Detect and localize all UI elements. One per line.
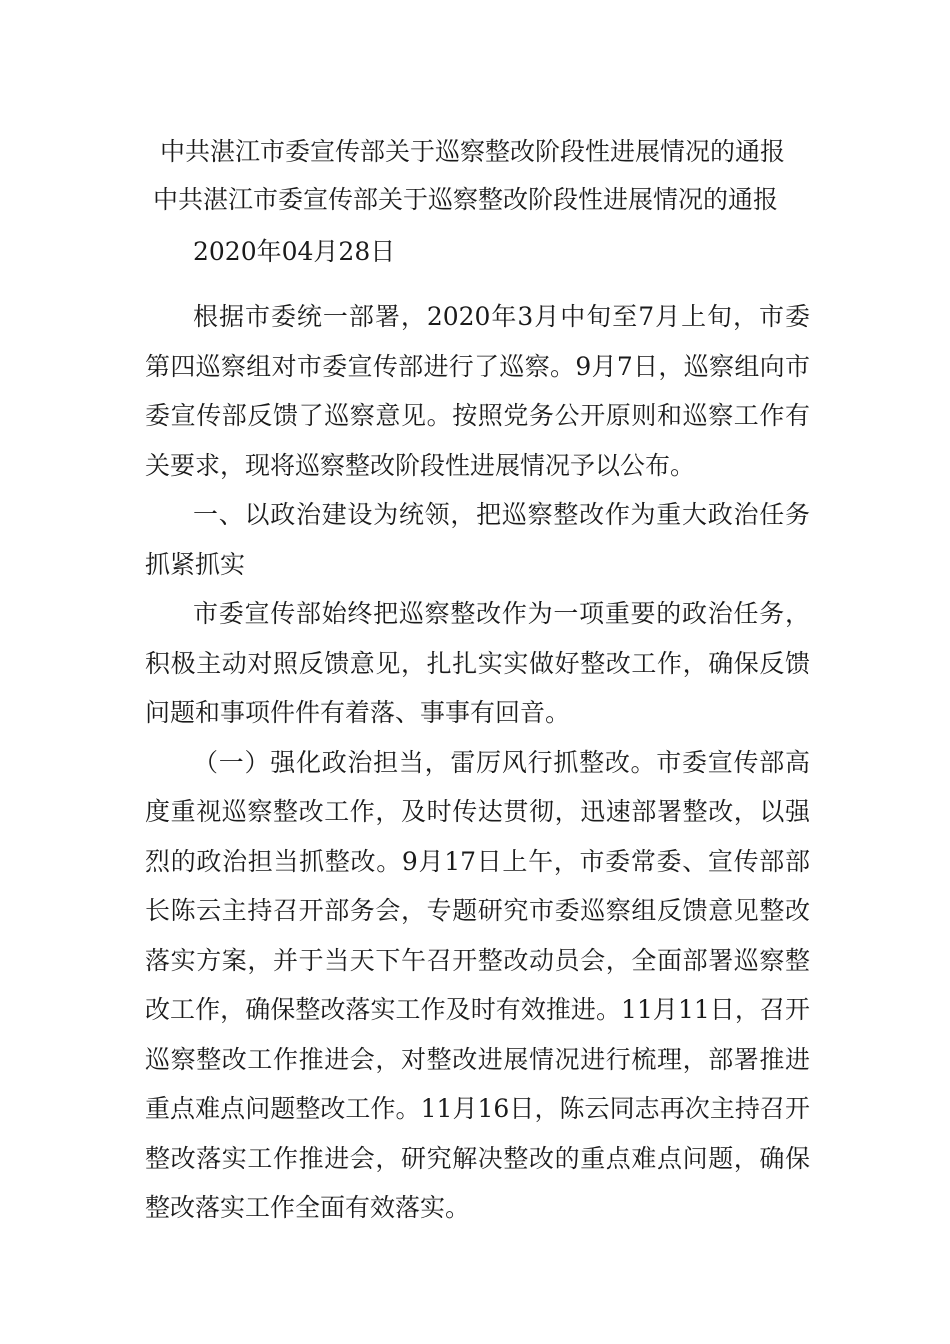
document-date: 2020年04月28日 — [193, 237, 396, 266]
document-title-repeat: 中共湛江市委宣传部关于巡察整改阶段性进展情况的通报 — [153, 185, 779, 214]
document-title: 中共湛江市委宣传部关于巡察整改阶段性进展情况的通报 — [160, 137, 786, 166]
paragraph-section-1: 市委宣传部始终把巡察整改作为一项重要的政治任务，积极主动对照反馈意见，扎扎实实做好整改工作，确保反馈问题和事项件件有着落、事事有回音。 — [145, 599, 810, 727]
paragraph-intro: 根据市委统一部署，2020年3月中旬至7月上旬，市委第四巡察组对市委宣传部进行了巡察。9月7日，巡察组向市委宣传部反馈了巡察意见。按照党务公开原则和巡察工作有关要求，现将巡察整改阶段性进展情况予以公布。 — [145, 302, 810, 480]
document-page — [145, 128, 810, 1233]
section-heading-1: 一、以政治建设为统领，把巡察整改作为重大政治任务抓紧抓实 — [145, 500, 810, 579]
paragraph-subsection-1: （一）强化政治担当，雷厉风行抓整改。市委宣传部高度重视巡察整改工作，及时传达贯彻，迅速部署整改，以强烈的政治担当抓整改。9月17日上午，市委常委、宣传部部长陈云主持召开部务会，专题研究市委巡察组反馈意见整改落实方案，并于当天下午召开整改动员会，全面部署巡察整改工作，确保整改落实工作及时有效推进。11月11日，召开巡察整改工作推进会，对整改进展情况进行梳理，部署推进重点难点问题整改工作。11月16日，陈云同志再次主持召开整改落实工作推进会，研究解决整改的重点难点问题，确保整改落实工作全面有效落实。 — [145, 747, 810, 1222]
